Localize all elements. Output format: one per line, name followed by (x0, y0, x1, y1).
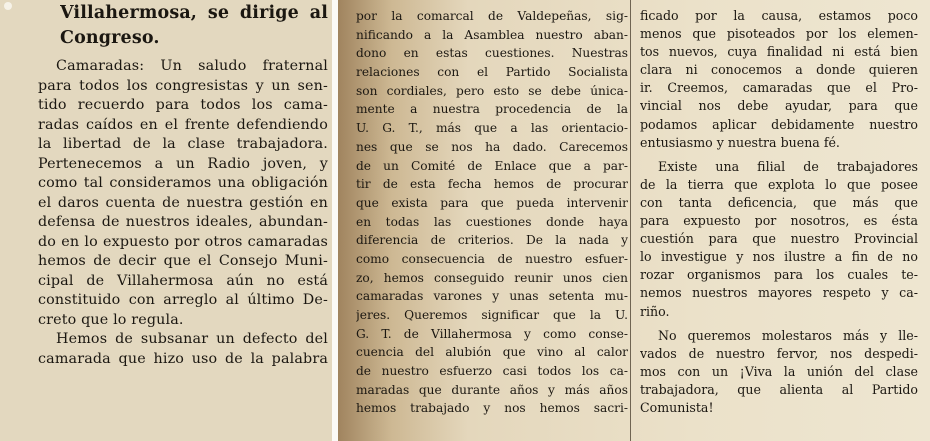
paragraph (640, 158, 918, 321)
text-line: el daros cuenta de nuestra gestión en (38, 194, 328, 211)
text-line: mos con un ¡Viva la unión del clase (640, 363, 918, 379)
text-line: trabajadora, que alienta al Partido (640, 381, 918, 397)
text-line: ir. Creemos, camaradas que el Pro- (640, 80, 918, 96)
text-line: zo, hemos conseguido reunir unos cien (356, 270, 628, 285)
text-line: camarada que hizo uso de la palabra (38, 350, 328, 367)
text-line: por la comarcal de Valdepeñas, sig- (356, 9, 628, 23)
text-line: Camaradas: Un saludo fraternal (56, 58, 328, 74)
text-line: diferencia de criterios. De la nada y (356, 233, 628, 248)
text-line: nificando a la Asamblea nuestro aban- (356, 27, 628, 42)
text-line: con tanta deficencia, que más que (640, 194, 918, 210)
text-line: para todos los congresistas y un sen- (38, 77, 328, 94)
text-line: Hemos de subsanar un defecto del (56, 331, 328, 347)
text-line: en todas las cuestiones donde haya (356, 214, 628, 229)
text-line: de nuestro esfuerzo casi todos los ca- (356, 364, 628, 379)
text-line: cuestión para que nuestro Provincial (640, 231, 918, 247)
text-line: radas caídos en el frente defendiendo (38, 116, 328, 133)
paper-spot (4, 2, 12, 10)
text-line: defensa de nuestros ideales, abundan- (38, 214, 328, 230)
text-line: No queremos molestaros más y lle- (658, 327, 918, 343)
text-line: G. T. de Villahermosa y como conse- (356, 326, 628, 341)
text-line: ficado por la causa, estamos poco (640, 8, 918, 23)
text-line: Existe una filial de trabajadores (658, 158, 918, 174)
text-line: U. G. T., más que a las orientacio- (356, 121, 628, 136)
text-line: riño. (640, 303, 670, 319)
paragraph (640, 7, 918, 152)
text-line: tir de esta fecha hemos de procurar (356, 177, 628, 192)
middle-column (338, 0, 628, 441)
text-line: camaradas varones y unas setenta mu- (356, 289, 628, 304)
text-line: que exista para que pueda intervenir (356, 195, 628, 210)
text-line: tos nuevos, cuya finalidad ni está bien (640, 44, 918, 60)
text-line: hemos trabajado y nos hemos sacri- (356, 401, 628, 416)
text-line: vincial nos debe ayudar, para que (640, 98, 918, 114)
column-rule (630, 0, 631, 441)
text-line: nes que se nos ha dado. Carecemos (356, 139, 628, 154)
text-line: Comunista! (640, 399, 714, 415)
text-line: como consecuencia de nuestro esfuer- (356, 251, 628, 266)
text-line: menos que pisoteados por los elemen- (640, 26, 918, 42)
text-line: la libertad de la clase trabajadora. (38, 136, 328, 152)
text-line: rozar organismos para los cuales te- (640, 267, 918, 283)
paragraph (38, 330, 328, 369)
paragraph (640, 327, 918, 417)
right-page (338, 0, 930, 441)
left-column (0, 0, 332, 441)
text-line: lo investigue y nos ilustre a fin de no (640, 249, 918, 265)
text-line: Pertenecemos a un Radio joven, y (38, 155, 328, 172)
text-line: hemos de decir que el Consejo Muni- (38, 253, 328, 269)
text-line: cuencia del alubión que vino al calor (356, 345, 628, 360)
text-line: cipal de Villahermosa aún no está (38, 272, 328, 289)
text-line: para expuesto por nosotros, es ésta (640, 213, 918, 229)
text-line: vados de nuestro fervor, nos despedi- (640, 345, 918, 361)
text-line: nemos nuestros mayores respeto y ca- (640, 285, 918, 301)
text-line: jeres. Queremos significar que la U. (356, 308, 628, 322)
text-line: do en lo expuesto por otros camaradas (38, 233, 328, 250)
text-line: constituido con arreglo al último De- (38, 292, 328, 308)
text-line: creto que lo regula. (38, 311, 184, 328)
text-line: mente a nuestra procedencia de la (356, 102, 628, 117)
text-line: clara ni conocemos a donde quieren (640, 62, 918, 78)
text-line: de la tierra que explota lo que posee (640, 176, 918, 192)
text-line: de un Comité de Enlace que a par- (356, 158, 628, 173)
text-line: podamos aplicar debidamente nuestro (640, 116, 918, 132)
text-line: tido recuerdo para todos los cama- (38, 97, 328, 113)
article-heading (38, 1, 328, 51)
heading-line: Villahermosa, se dirige al (60, 3, 328, 23)
paragraph (38, 57, 328, 330)
text-line: maradas que durante años y más años (356, 382, 628, 397)
text-line: son cordiales, pero esto se debe única- (356, 83, 628, 98)
text-line: entusiasmo y nuestra buena fé. (640, 134, 840, 150)
text-line: relaciones con el Partido Socialista (356, 65, 628, 80)
heading-line: Congreso. (60, 28, 160, 48)
text-line: dono en estas cuestiones. Nuestras (356, 46, 628, 61)
right-column (636, 0, 930, 441)
text-line: como tal consideramos una obligación (38, 175, 328, 191)
